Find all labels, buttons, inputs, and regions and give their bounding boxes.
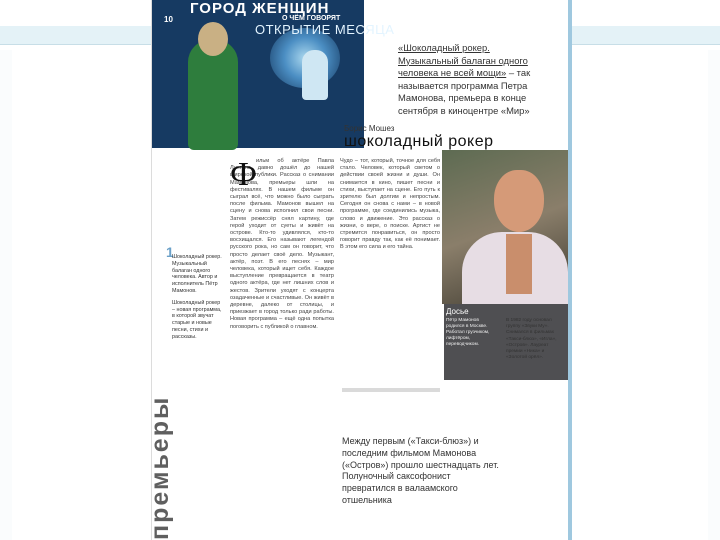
portrait-photo xyxy=(442,150,568,304)
lead-underlined-line: Музыкальный балаган одного xyxy=(398,54,528,66)
page-edge xyxy=(568,0,572,540)
divider xyxy=(342,388,440,392)
slide-margin-left xyxy=(0,0,12,540)
article-column-2-text: Чудо – тот, который, точное для себя стало. Человек, который светом о действии своей жизни и души. Он снимается в кино, пишет песни и стихи, выступает на сцене. Его путь к зрителю был долгим и непростым. Сегодня он снова с нами – в новой программе, где соединились музыка, слово и движение. Это рассказ о жизни, о вере, о поиске. Артист не стремится понравиться, он просто говорит правду так, как её понимает. В этом его сила и его тайна. xyxy=(340,158,440,251)
subsection-title: ОТКРЫТИЕ МЕСЯЦА xyxy=(255,22,395,37)
portrait-face xyxy=(494,170,544,232)
article-column-1 xyxy=(230,158,334,524)
subsection-label: О ЧЁМ ГОВОРЯТ xyxy=(282,15,341,22)
lead-rest: – так называется программа Петра Мамонова, премьера в конце сентября в киноцентре «Мир» xyxy=(398,67,531,116)
prop-bottle xyxy=(302,50,328,100)
lead-underlined-line: «Шоколадный рокер. xyxy=(398,42,490,53)
performer-figure xyxy=(188,40,238,150)
dropcap: Ф xyxy=(230,156,257,193)
sidebar-number: 1 xyxy=(166,244,174,260)
lead-paragraph xyxy=(398,42,564,118)
article-column-1-text: ильм об актёре Павла Лунгина давно дошёл до нашей широкой публики. Рассказ о снимании Мамонова, премьеры шли на фестивалях. В нашем фильме он сыграл всё, что можно было сыграть после фильма. Мамонов вышел на сцену и снова исполнил свои песни. Затем режиссёр снял картину, где герой уходит от суеты и живёт на острове. Кто-то удивлялся, кто-то восхищался. Его называют легендой русского рока, но сам он говорит, что просто делает своё дело. Музыкант, актёр, поэт. В его песнях – мир человека, который ищет себя. Каждое выступление превращается в театр одного актёра, где нет лишних слов и жестов. Зрители уходят с концерта озадаченные и счастливые. Он живёт в деревне, далеко от столицы, и приезжает в город только ради работы. Новая программа – ещё одна попытка поговорить с публикой о главном. xyxy=(230,158,334,330)
section-title: ГОРОД ЖЕНЩИН xyxy=(190,0,330,17)
article-author: Борис Мошез xyxy=(344,124,395,133)
article-column-2 xyxy=(340,158,440,388)
performer-head xyxy=(198,22,228,56)
sidebar-paragraph: Шоколадный рокер. Музыкальный балаган одного человека. Автор и исполнитель Пётр Мамонов. xyxy=(172,254,222,294)
vertical-heading-text: премьеры xyxy=(146,395,174,540)
slide-margin-right xyxy=(708,0,720,540)
magazine-page xyxy=(146,0,568,540)
dossier-label: Досье xyxy=(446,307,469,316)
sidebar-paragraph: Шоколадный рокер – новая программа, в которой звучат старые и новые песни, стихи и рассказы. xyxy=(172,299,222,340)
lead-underlined-line: человека не всей мощи» xyxy=(398,67,507,79)
portrait-chest xyxy=(506,234,532,294)
pull-quote: Между первым («Такси-блюз») и последним фильмом Мамонова («Остров») прошло шестнадцать лет. Полуночный саксофонист превратился в валаамского отшельника xyxy=(342,436,499,505)
vertical-heading xyxy=(144,250,174,540)
article-title: шоколадный рокер xyxy=(344,133,494,150)
dossier-right-text: В 1982 году основал группу «Звуки Му». Снимался в фильмах «Такси-блюз», «Игла», «Остров». Лауреат премии «Ника» и «Золотой орёл». xyxy=(506,318,557,361)
sidebar-text xyxy=(172,254,224,454)
page-number: 10 xyxy=(164,15,173,24)
dossier-text: Пётр Мамонов родился в Москве. Работал грузчиком, лифтёром, переводчиком. xyxy=(446,318,490,347)
